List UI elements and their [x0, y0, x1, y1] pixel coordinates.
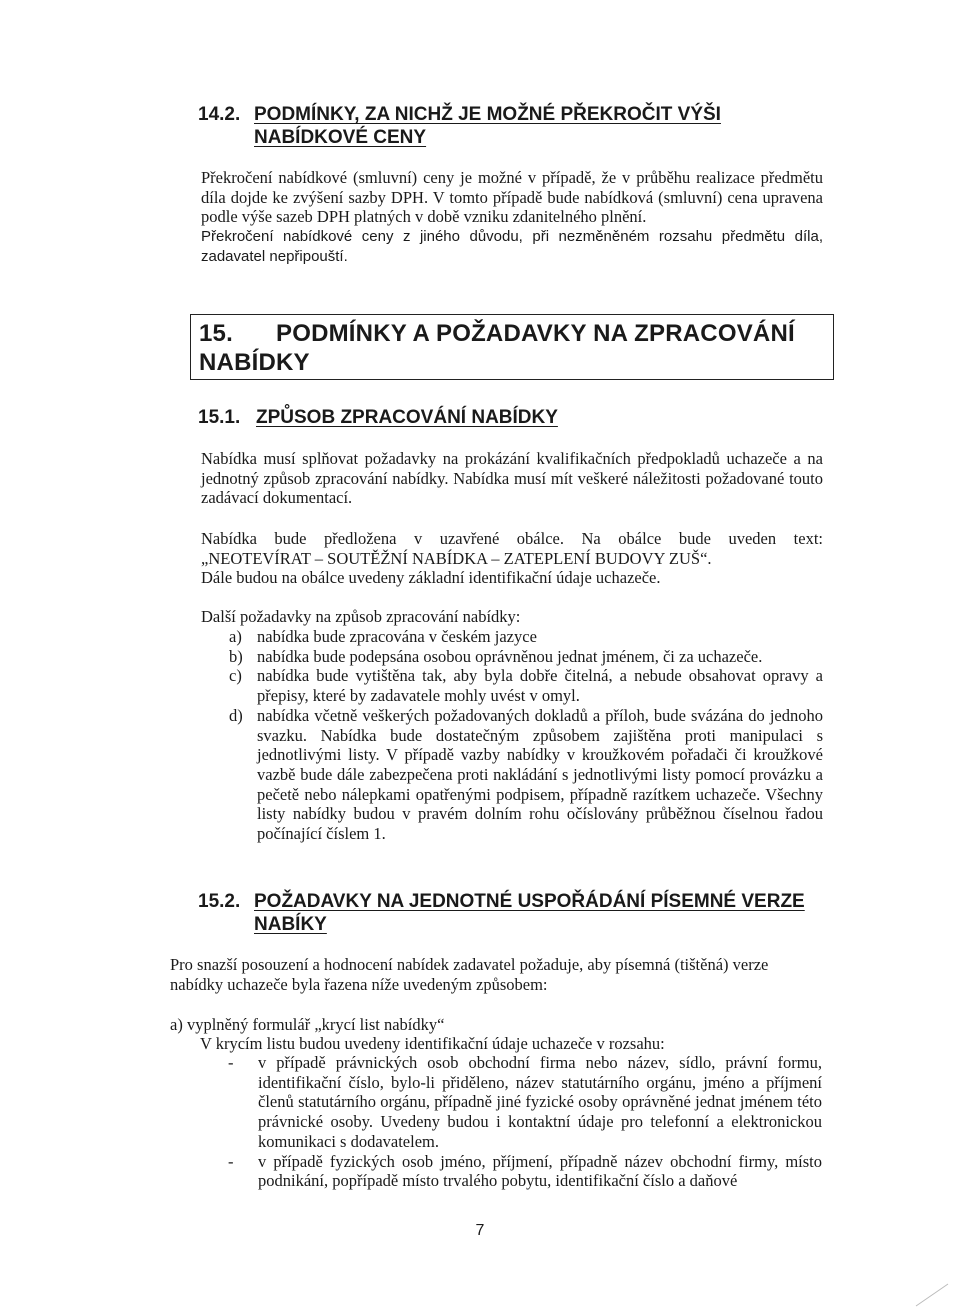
envelope-paragraph — [201, 529, 823, 588]
list-item — [201, 706, 823, 844]
list-item — [201, 647, 823, 667]
sub-paragraph: V krycím listu budou uvedeny identifikační údaje uchazeče v rozsahu: — [200, 1034, 665, 1053]
list-item-text: v případě právnických osob obchodní firma nebo název, sídlo, právní formu, identifikační číslo, bylo-li přiděleno, název statutárního orgánu, jméno a příjmení členů statutárního orgánu, případně jiné fyzické osoby oprávněné jednat jménem této právnické osoby. Uvedeny budou i kontaktní údaje pro telefonní a elektronickou komunikaci s dodavatelem. — [258, 1053, 822, 1151]
section-number: 15. — [199, 320, 233, 347]
requirements-list — [201, 627, 823, 844]
list-item — [201, 627, 823, 647]
section-title-line2: NABÍDKY — [199, 349, 310, 376]
section-number: 15.2. — [198, 891, 241, 912]
list-marker: c) — [229, 666, 242, 686]
list-item — [201, 666, 823, 705]
paragraph: Nabídka musí splňovat požadavky na prokázání kvalifikačních předpokladů uchazeče a na jednotný způsob zpracování nabídky. Nabídka musí mít veškeré náležitosti požadované touto zadávací dokumentací. — [201, 449, 823, 508]
paragraph-line: Nabídka bude předložena v uzavřené obálce. Na obálce bude uveden text: — [201, 529, 823, 548]
list-item-text: nabídka bude zpracována v českém jazyce — [257, 627, 537, 646]
list-item: a) vyplněný formulář „krycí list nabídky“ — [170, 1015, 445, 1034]
paragraph: Překročení nabídkové (smluvní) ceny je možné v případě, že v průběhu realizace předmětu díla dojde ke zvýšení sazby DPH. V tomto případě bude nabídková (smluvní) cena upravena podle výše sazeb DPH platných v době vzniku zdanitelného plnění. — [201, 168, 823, 227]
section-title: ZPŮSOB ZPRACOVÁNÍ NABÍDKY — [256, 407, 558, 428]
list-item — [200, 1053, 822, 1152]
list-marker: a) — [229, 627, 242, 646]
section-title-line2: NABÍKY — [254, 914, 327, 935]
page-curl-mark — [914, 1278, 950, 1308]
section-title-line2: NABÍDKOVÉ CENY — [254, 127, 427, 148]
paragraph: Překročení nabídkové ceny z jiného důvodu, při nezměněném rozsahu předmětu díla, zadavatel nepřipouští. — [201, 228, 823, 265]
section-14-2-heading — [198, 103, 838, 153]
list-item-text: nabídka bude podepsána osobou oprávněnou jednat jménem, či za uchazeče. — [257, 646, 763, 666]
section-title-line1: POŽADAVKY NA JEDNOTNÉ USPOŘÁDÁNÍ PÍSEMNÉ VERZE — [254, 891, 805, 912]
section-15-2-heading — [198, 890, 838, 940]
envelope-text: „NEOTEVÍRAT – SOUTĚŽNÍ NABÍDKA – ZATEPLENÍ BUDOVY ZUŠ“. — [201, 548, 712, 568]
list-item — [200, 1152, 822, 1191]
section-number: 15.1. — [198, 407, 241, 428]
section-title-line1: PODMÍNKY, ZA NICHŽ JE MOŽNÉ PŘEKROČIT VÝŠI — [254, 104, 721, 125]
page-number: 7 — [475, 1222, 485, 1239]
list-item-text: v případě fyzických osob jméno, příjmení, případně název obchodní firmy, místo podnikání, popřípadě místo trvalého pobytu, identifikační číslo a daňové — [258, 1151, 822, 1191]
section-number: 14.2. — [198, 104, 241, 125]
section-15-heading — [199, 319, 824, 377]
identification-list — [200, 1053, 822, 1191]
list-marker: - — [228, 1053, 234, 1072]
list-marker: - — [228, 1151, 234, 1171]
list-marker: b) — [229, 646, 243, 666]
list-item-text: nabídka bude vytištěna tak, aby byla dobře čitelná, a nebude obsahovat opravy a přepisy, které by zadavatele mohly uvést v omyl. — [257, 666, 823, 706]
section-title-line1: PODMÍNKY A POŽADAVKY NA ZPRACOVÁNÍ — [276, 320, 795, 347]
list-intro: Další požadavky na způsob zpracování nabídky: — [201, 607, 521, 626]
list-marker: d) — [229, 705, 243, 725]
paragraph: Pro snazší posouzení a hodnocení nabídek zadavatel požaduje, aby písemná (tištěná) verze nabídky uchazeče byla řazena níže uvedeným způsobem: — [170, 955, 769, 994]
list-item-text: nabídka včetně veškerých požadovaných dokladů a příloh, bude svázána do jednoho svazku. Nabídka bude dostatečným způsobem zajištěna proti manipulaci s jednotlivými listy. V případě vazby nabídky v kroužkovém pořadači či kroužkové vazbě bude dále zabezpečena proti nakládání s jednotlivými listy pomocí provázku a pečetě nebo nálepkami opatřenými podpisem, případně razítkem uchazeče. Všechny listy nabídky budou v pravém dolním rohu očíslovány průběžnou číselnou řadou počínající číslem 1. — [257, 705, 823, 844]
section-15-1-heading — [198, 406, 838, 432]
paragraph-line: Dále budou na obálce uvedeny základní identifikační údaje uchazeče. — [201, 568, 661, 588]
